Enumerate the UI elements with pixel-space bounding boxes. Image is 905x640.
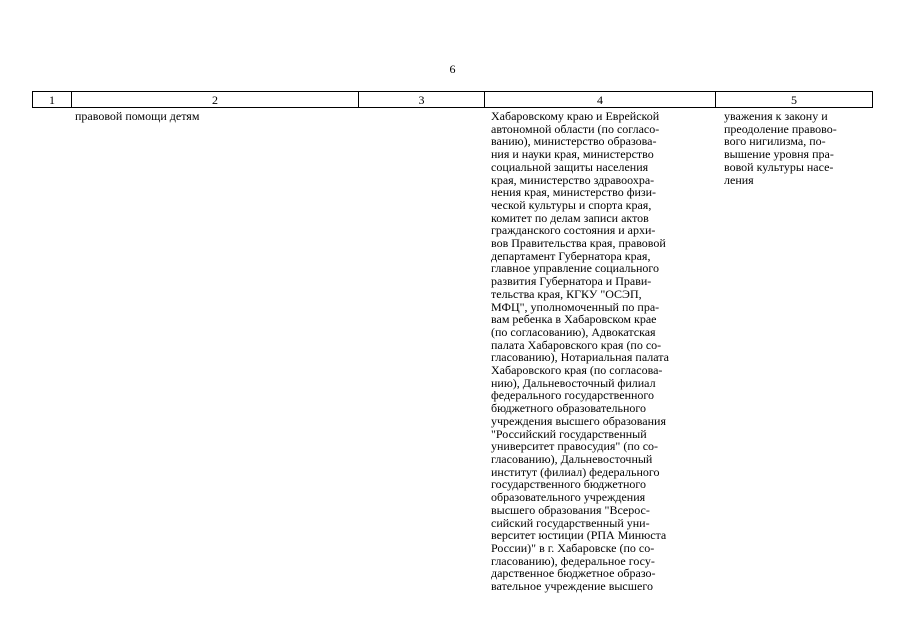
header-row (33, 92, 873, 108)
column-number-5: 5 (716, 92, 873, 108)
column-number-header (32, 91, 873, 108)
column-number-3: 3 (359, 92, 485, 108)
row-activity-text: правовой помощи детям (75, 109, 200, 123)
column-number-1: 1 (33, 92, 72, 108)
column-number-2: 2 (72, 92, 359, 108)
column-number-4: 4 (485, 92, 716, 108)
page-number: 6 (449, 62, 456, 76)
row-responsible-executors-text: Хабаровскому краю и Еврейской автономной области (по согласо- ванию), министерство образова- ния и науки края, министерство социальной защиты населения края, министерство здравоохра- нения края, министерство физи- ческой культуры и спорта края, комитет по делам записи актов гражданского состояния и архи- вов Правительства края, правовой департамент Губернатора края, главное управление социального развития Губернатора и Прави- тельства края, КГКУ "ОСЭП, МФЦ", уполномоченный по пра- вам ребенка в Хабаровском крае (по согласованию), Адвокатская палата Хабаровского края (по со- гласованию), Нотариальная палата Хабаровского края (по согласова- нию), Дальневосточный филиал федерального государственного бюджетного образовательного учреждения высшего образования "Российский государственный университет правосудия" (по со- гласованию), Дальневосточный институт (филиал) федерального государственного бюджетного образовательного учреждения высшего образования "Всерос- сийский государственный уни- верситет юстиции (РПА Минюста России)" в г. Хабаровске (по со- гласованию), федеральное госу- дарственное бюджетное образо- вательное учреждение высшего (491, 109, 669, 594)
row-expected-result-text: уважения к закону и преодоление правово- вого нигилизма, по- вышение уровня пра- вовой культуры насе- ления (724, 109, 837, 187)
